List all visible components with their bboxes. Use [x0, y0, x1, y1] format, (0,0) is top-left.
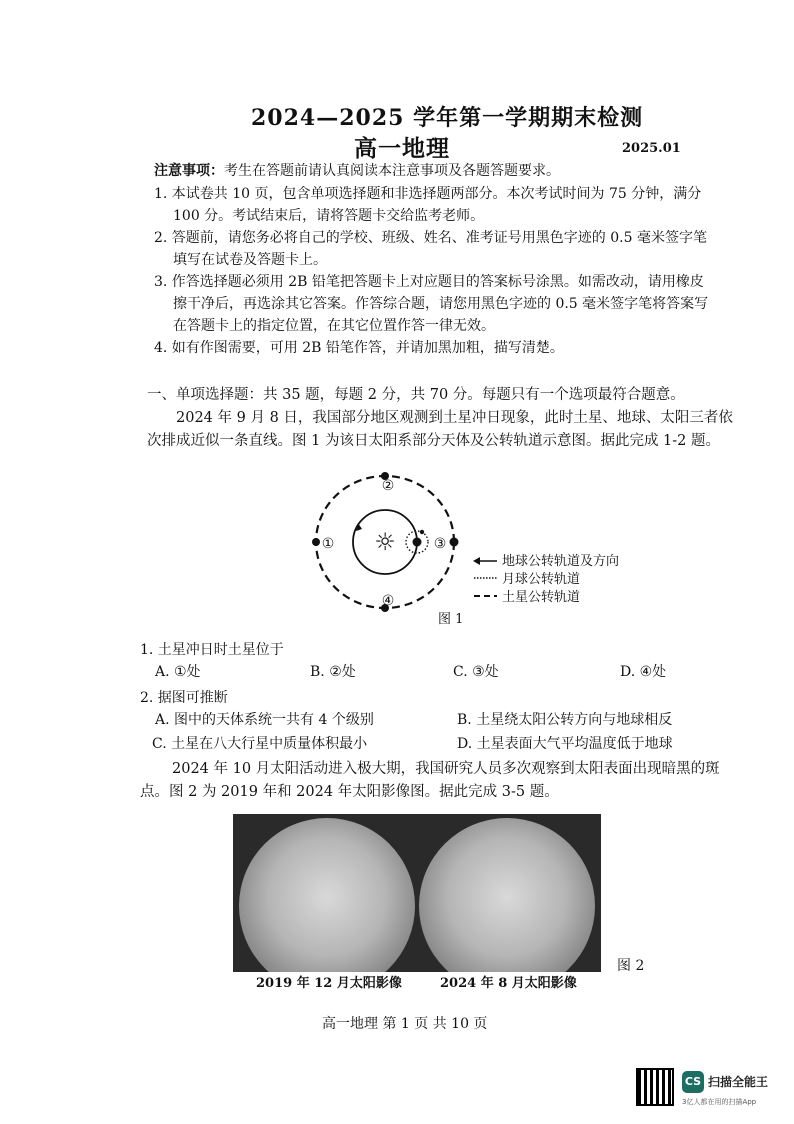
question-1-option-a: A. ①处: [155, 664, 201, 680]
question-2-option-a: A. 图中的天体系统一共有 4 个级别: [155, 712, 374, 728]
section-1-heading: 一、单项选择题：共 35 题，每题 2 分，共 70 分。每题只有一个选项最符合题意。: [147, 387, 685, 403]
note-2-line-1: 2. 答题前，请您务必将自己的学校、班级、姓名、准考证号用黑色字迹的 0.5 毫米签字笔: [154, 230, 707, 246]
notes-intro: 考生在答题前请认真阅读本注意事项及各题答题要求。: [224, 163, 560, 179]
notes-label: 注意事项：: [154, 163, 224, 179]
position-label-4: ④: [381, 593, 395, 609]
exam-subject: 高一地理: [354, 135, 450, 162]
note-2-line-2: 填写在试卷及答题卡上。: [173, 252, 327, 268]
passage-2-line-2: 点。图 2 为 2019 年和 2024 年太阳影像图。据此完成 3-5 题。: [140, 784, 559, 800]
sun-image-2024: [419, 818, 595, 972]
position-label-1: ①: [321, 536, 335, 552]
exam-date: 2025.01: [622, 141, 681, 156]
saturn-dot-3: [450, 538, 459, 547]
passage-2-line-1: 2024 年 10 月太阳活动进入极大期，我国研究人员多次观察到太阳表面出现暗黑的斑: [172, 761, 720, 777]
legend-saturn-label: 土星公转轨道: [502, 590, 581, 605]
question-2-stem: 2. 据图可推断: [140, 690, 228, 706]
earth-dot: [413, 538, 422, 547]
exam-title: 2024—2025 学年第一学期期末检测: [251, 105, 644, 131]
camscanner-logo-icon: CS: [682, 1071, 704, 1093]
saturn-dot-1: [312, 538, 320, 546]
question-2-option-d: D. 土星表面大气平均温度低于地球: [457, 736, 673, 752]
notes-intro-line: [154, 161, 560, 181]
sun-image-2019: [239, 818, 415, 972]
sun-icon: ☼: [374, 528, 396, 556]
note-1-line-2: 100 分。考试结束后，请将答题卡交给监考老师。: [173, 208, 485, 224]
moon-dot: [420, 530, 424, 534]
question-2-option-c: C. 土星在八大行星中质量体积最小: [152, 736, 368, 752]
figure-2-label-2024: 2024 年 8 月太阳影像: [440, 976, 577, 991]
figure-2-caption: 图 2: [617, 958, 645, 974]
figure-2-label-2019: 2019 年 12 月太阳影像: [256, 976, 402, 991]
figure-1-caption: 图 1: [438, 612, 464, 627]
question-1-option-d: D. ④处: [620, 664, 667, 680]
question-1-option-b: B. ②处: [310, 664, 356, 680]
note-1-line-1: 1. 本试卷共 10 页，包含单项选择题和非选择题两部分。本次考试时间为 75 分钟，满分: [154, 186, 702, 202]
note-3-line-2: 擦干净后，再选涂其它答案。作答综合题，请您用黑色字迹的 0.5 毫米签字笔将答案写: [173, 296, 709, 312]
note-3-line-3: 在答题卡上的指定位置，在其它位置作答一律无效。: [173, 318, 495, 334]
note-3-line-1: 3. 作答选择题必须用 2B 铅笔把答题卡上对应题目的答案标号涂黑。如需改动，请用橡皮: [154, 274, 704, 290]
section-1-intro-line-2: 次排成近似一条直线。图 1 为该日太阳系部分天体及公转轨道示意图。据此完成 1-2 题。: [147, 433, 721, 449]
figure-1-orbit-diagram: [300, 462, 620, 632]
position-label-2: ②: [381, 478, 395, 494]
scanner-app-tagline: 3亿人都在用的扫描App: [682, 1098, 757, 1106]
note-4: 4. 如有作图需要，可用 2B 铅笔作答，并请加黑加粗，描写清楚。: [154, 340, 564, 356]
legend-earth-label: 地球公转轨道及方向: [502, 554, 620, 569]
question-1-option-c: C. ③处: [453, 664, 499, 680]
qr-code-icon: [636, 1068, 674, 1106]
position-label-3: ③: [433, 536, 447, 552]
figure-2-sun-images: [233, 814, 601, 972]
legend-moon-label: 月球公转轨道: [502, 572, 581, 587]
section-1-intro-line-1: 2024 年 9 月 8 日，我国部分地区观测到土星冲日现象，此时土星、地球、太阳三者依: [176, 410, 733, 426]
page-footer: 高一地理 第 1 页 共 10 页: [322, 1016, 488, 1032]
question-2-option-b: B. 土星绕太阳公转方向与地球相反: [457, 712, 673, 728]
question-1-stem: 1. 土星冲日时土星位于: [140, 642, 284, 658]
scanner-app-name: 扫描全能王: [708, 1075, 769, 1089]
